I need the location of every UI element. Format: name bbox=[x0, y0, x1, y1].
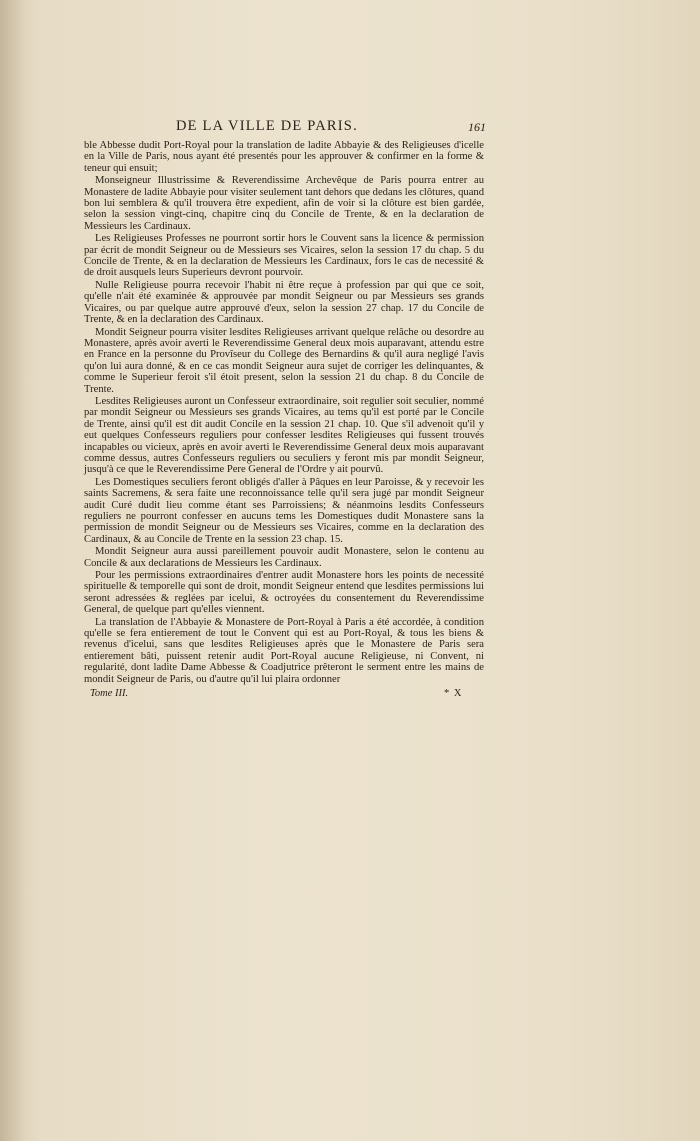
paragraph: Monseigneur Illustrissime & Reverendissime Archevêque de Paris pourra entrer au Monastere de ladite Abbayie pour visiter seulement tant dehors que dedans les clôtures, quand bon lui semblera & qu'il trouvera être expedient, afin de voir si la clôture est bien gardée, selon la session vingt-cinq, chapitre cinq du Concile de Trente, & en la declaration de Messieurs les Cardinaux. bbox=[84, 175, 484, 232]
signature-mark: * X bbox=[444, 688, 463, 700]
paragraph: Mondit Seigneur pourra visiter lesdites Religieuses arrivant quelque relâche ou desordre au Monastere, après avoir averti le Reverendissime General deux mois auparavant, attendu estre en France en la personne du Provîseur du College des Bernardins & qu'il aura negligé l'avis qu'on lui aura donné, & en ce cas mondit Seigneur aura sujet de corriger les delinquantes, & comme le Superieur feroit s'il étoit present, selon la session 21 du chap. 8 du Concile de Trente. bbox=[84, 326, 484, 395]
paragraph: ble Abbesse dudit Port-Royal pour la translation de ladite Abbayie & des Religieuses d'icelle en la Ville de Paris, nous ayant été presentés pour les approuver & confirmer en la forme & teneur qui ensuit; bbox=[84, 140, 484, 174]
paragraph: Pour les permissions extraordinaires d'entrer audit Monastere hors les points de necessité spirituelle & temporelle qui sont de droit, mondit Seigneur entend que lesdites permissions lui seront adressées & reglées par icelui, & octroyées du consentement du Reverendissime General, de quelque part qu'elles viennent. bbox=[84, 570, 484, 616]
text-block bbox=[84, 118, 484, 704]
page-title: DE LA VILLE DE PARIS. bbox=[176, 118, 358, 134]
paragraph: Les Domestiques seculiers feront obligés d'aller à Pâques en leur Paroisse, & y recevoir les saints Sacremens, & sera faite une reconnoissance telle qu'il sera jugé par mondit Seigneur audit Curé dudit lieu comme étant ses Parroissiens; & néanmoins lesdits Confesseurs reguliers ne pourront confesser en aucuns tems les Domestiques dudit Monastere sans la permission de mondit Seigneur ou de Messieurs ses Vicaires, comme en la declaration des Cardinaux, & au Concile de Trente en la session 23 chap. 15. bbox=[84, 476, 484, 545]
page-footer bbox=[84, 688, 484, 704]
paragraph: Les Religieuses Professes ne pourront sortir hors le Couvent sans la licence & permission par écrit de mondit Seigneur ou de Messieurs ses Vicaires, selon la session 17 du chap. 5 du Concile de Trente, & en la declaration de Messieurs les Cardinaux, fors le cas de necessité & de droit ausquels leurs Superieurs devront pourvoir. bbox=[84, 233, 484, 279]
running-head bbox=[84, 118, 484, 138]
paragraph: Mondit Seigneur aura aussi pareillement pouvoir audit Monastere, selon le contenu au Concile & aux declarations de Messieurs les Cardinaux. bbox=[84, 546, 484, 569]
paragraph: Nulle Religieuse pourra recevoir l'habit ni être reçue à profession par qui que ce soit, qu'elle n'ait été examinée & approuvée par mondit Seigneur ou par Messieurs ses grands Vicaires, ou par quelque autre approuvé d'eux, selon la session 27 chap. 17 du Concile de Trente, & en la declaration des Cardinaux. bbox=[84, 279, 484, 326]
paragraph: La translation de l'Abbayie & Monastere de Port-Royal à Paris a été accordée, à condition qu'elle se fera entierement de tout le Convent qui est au Port-Royal, & tous les biens & revenus d'icelui, sans que lesdites Religieuses après que le Monastere de Paris sera entierement bâti, puissent retenir audit Port-Royal aucune Religieuse, ni Convent, ni regularité, dont ladite Dame Abbesse & Coadjutrice prêteront le serment entre les mains de mondit Seigneur de Paris, ou d'autre qu'il lui plaira ordonner bbox=[84, 616, 484, 685]
page-number: 161 bbox=[468, 120, 486, 134]
page-gutter-shadow bbox=[0, 0, 26, 1141]
paragraph: Lesdites Religieuses auront un Confesseur extraordinaire, soit regulier soit seculier, nommé par mondit Seigneur ou Messieurs ses grands Vicaires, au tems qu'il est porté par le Concile de Trente, ainsi qu'il est dit audit Concile en la session 21 chap. 10. Que s'il advenoit qu'il y eut quelques Confesseurs reguliers pour confesser lesdites Religieuses qui fussent trouvés incapables ou vicieux, après en avoir averti le Reverendissime General deux mois auparavant comme dessus, autres Confesseurs reguliers ou seculiers y feront mis par mondit Seigneur, jusqu'à ce que le Reverendissime Pere General de l'Ordre y ait pourvû. bbox=[84, 395, 484, 476]
volume-label: Tome III. bbox=[90, 688, 129, 700]
